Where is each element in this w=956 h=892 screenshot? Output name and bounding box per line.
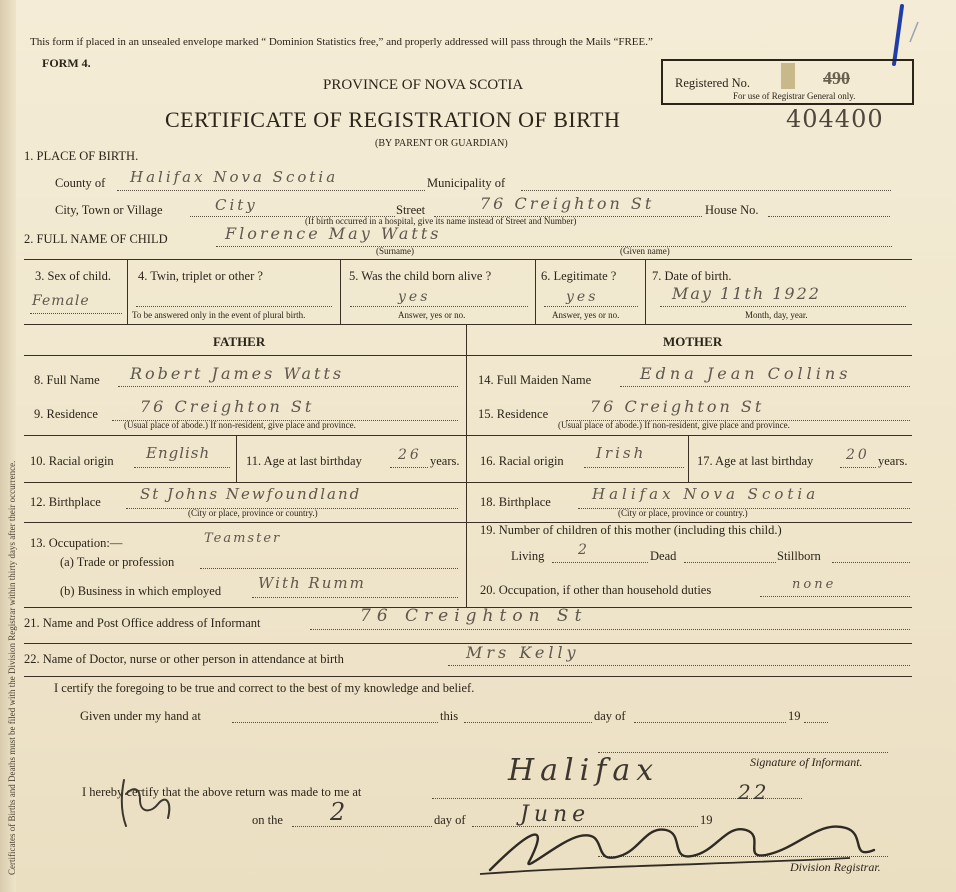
mother-residence-label: 15. Residence [478,407,549,421]
registrar-month-value: June [520,802,591,827]
col-rule [645,259,646,324]
mother-racial-value: Irish [596,444,647,462]
stillborn-label: Stillborn [777,549,821,563]
col-rule [127,259,128,324]
father-heading: FATHER [213,334,266,349]
side-note: Certificates of Births and Deaths must be filed with the Division Registrar within thirty days after their occurrence. [7,460,17,875]
left-binding-edge [0,0,16,892]
mother-racial-line [584,467,684,468]
child-name-value: Florence May Watts [225,224,442,243]
father-business-line [252,597,458,598]
municipality-line [521,190,891,191]
city-value: City [215,196,258,214]
col-rule [688,435,689,482]
father-business-value: With Rumm [258,574,366,592]
living-label: Living [511,549,545,563]
street-note: (If birth occurred in a hospital, give its name instead of Street and Number) [305,216,577,226]
this-label: this [440,709,459,723]
place-of-birth-heading: 1. PLACE OF BIRTH. [24,149,139,163]
row-rule [24,259,912,260]
registrar-signature-caption: Division Registrar. [790,860,881,874]
dead-line [684,562,776,563]
father-name-label: 8. Full Name [34,373,100,387]
alive-label: 5. Was the child born alive ? [349,269,492,283]
father-birthplace-value: St Johns Newfoundland [140,485,362,503]
row-rule [24,676,912,677]
father-name-value: Robert James Watts [130,364,345,383]
informant-value: 76 Creighton St [360,606,588,626]
mother-occupation-value: none [792,577,837,592]
sex-label: 3. Sex of child. [35,269,112,283]
father-age-label: 11. Age at last birthday [246,454,362,468]
row-rule [24,482,912,483]
registered-label: Registered No. [675,76,750,90]
sex-value: Female [32,293,90,309]
row-rule [24,435,912,436]
house-label: House No. [705,203,759,217]
twin-line [136,306,332,307]
mother-name-value: Edna Jean Collins [640,364,852,383]
dob-note: Month, day, year. [745,310,808,320]
certify-statement: I certify the foregoing to be true and correct to the best of my knowledge and belief. [54,681,475,695]
informant-label: 21. Name and Post Office address of Informant [24,616,261,630]
living-line [552,562,648,563]
col-rule [535,259,536,324]
registrar-year-value: 22 [738,780,770,804]
doctor-value: Mrs Kelly [466,643,580,662]
province-title: PROVINCE OF NOVA SCOTIA [323,77,524,93]
mother-occupation-label: 20. Occupation, if other than household duties [480,583,712,597]
mother-birthplace-value: Halifax Nova Scotia [592,485,820,503]
mother-birthplace-note: (City or place, province or country.) [618,508,748,518]
father-age-value: 26 [398,447,422,463]
mother-years: years. [878,454,908,468]
father-residence-note: (Usual place of abode.) If non-resident, give place and province. [124,420,356,430]
mother-residence-value: 76 Creighton St [590,397,765,416]
on-the-value: 2 [330,798,349,826]
father-birthplace-note: (City or place, province or country.) [188,508,318,518]
doctor-line [448,665,910,666]
dead-label: Dead [650,549,677,563]
center-divider [466,324,467,607]
mother-age-line [840,467,876,468]
twin-note: To be answered only in the event of plural birth. [132,310,306,320]
dob-line [660,306,906,307]
mother-birthplace-label: 18. Birthplace [480,495,551,509]
father-occupation-label: 13. Occupation:— [30,536,123,550]
mother-age-label: 17. Age at last birthday [697,454,814,468]
father-residence-value: 76 Creighton St [140,397,315,416]
stillborn-line [832,562,910,563]
col-rule [340,259,341,324]
alive-note: Answer, yes or no. [398,310,466,320]
father-age-line [390,467,428,468]
father-name-line [118,386,458,387]
given-place-line [232,722,438,723]
father-racial-value: English [146,444,211,462]
house-line [768,216,890,217]
county-label: County of [55,176,106,190]
registrar-year-prefix: 19 [700,813,713,827]
mother-children-label: 19. Number of children of this mother (including this child.) [480,523,782,537]
col-rule [236,435,237,482]
this-line [464,722,592,723]
registered-note: For use of Registrar General only. [733,91,856,101]
surname-caption: (Surname) [376,246,414,256]
registrar-statement: I hereby certify that the above return was made to me at [82,785,362,799]
living-value: 2 [578,542,590,558]
city-label: City, Town or Village [55,203,163,217]
child-name-line [216,246,892,247]
form-number: FORM 4. [42,56,91,70]
father-years: years. [430,454,460,468]
mother-heading: MOTHER [663,334,723,349]
registrar-place-value: Halifax [508,753,660,788]
given-name-caption: (Given name) [620,246,670,256]
certificate-subtitle: (BY PARENT OR GUARDIAN) [375,138,508,149]
sex-line [30,313,122,314]
year-prefix: 19 [788,709,801,723]
postal-note: This form if placed in an unsealed envelope marked “ Dominion Statistics free,” and properly addressed will pass through the Mails “FREE.” [30,36,653,48]
mother-name-line [620,386,910,387]
child-name-label: 2. FULL NAME OF CHILD [24,232,168,246]
registered-value: 490 [823,68,850,88]
street-label: Street [396,203,426,217]
dob-value: May 11th 1922 [672,284,821,303]
county-value: Halifax Nova Scotia [130,168,339,186]
day-of2-label: day of [434,813,466,827]
father-trade-label: (a) Trade or profession [60,555,175,569]
dob-label: 7. Date of birth. [652,269,732,283]
given-under-hand-label: Given under my hand at [80,709,201,723]
father-trade-line [200,568,458,569]
registered-number-box [661,59,914,105]
on-the-label: on the [252,813,283,827]
father-occupation-value: Teamster [204,531,282,546]
mother-name-label: 14. Full Maiden Name [478,373,592,387]
on-the-line [292,826,432,827]
legitimate-label: 6. Legitimate ? [541,269,617,283]
father-residence-label: 9. Residence [34,407,98,421]
legitimate-value: yes [566,289,599,305]
year-line [804,722,828,723]
row-rule [24,324,912,325]
handwritten-mark [110,760,210,840]
alive-line [350,306,528,307]
stamp-mark [781,63,795,89]
legitimate-line [544,306,638,307]
municipality-label: Municipality of [427,176,506,190]
mother-residence-note: (Usual place of abode.) If non-resident, give place and province. [558,420,790,430]
informant-signature-caption: Signature of Informant. [750,755,863,769]
day-of-label: day of [594,709,626,723]
twin-label: 4. Twin, triplet or other ? [138,269,263,283]
informant-line [310,629,910,630]
row-rule [24,355,912,356]
mother-occupation-line [760,596,910,597]
father-business-label: (b) Business in which employed [60,584,222,598]
alive-value: yes [398,289,431,305]
certificate-title: CERTIFICATE OF REGISTRATION OF BIRTH [165,107,621,132]
mother-age-value: 20 [846,447,870,463]
day-of-line [634,722,786,723]
father-racial-line [134,467,230,468]
registration-number: 404400 [786,105,884,133]
mother-racial-label: 16. Racial origin [480,454,564,468]
county-line [117,190,425,191]
father-birthplace-label: 12. Birthplace [30,495,101,509]
legitimate-note: Answer, yes or no. [552,310,620,320]
street-value: 76 Creighton St [480,194,655,213]
doctor-label: 22. Name of Doctor, nurse or other person in attendance at birth [24,652,344,666]
father-racial-label: 10. Racial origin [30,454,114,468]
registrar-signature [470,800,890,880]
